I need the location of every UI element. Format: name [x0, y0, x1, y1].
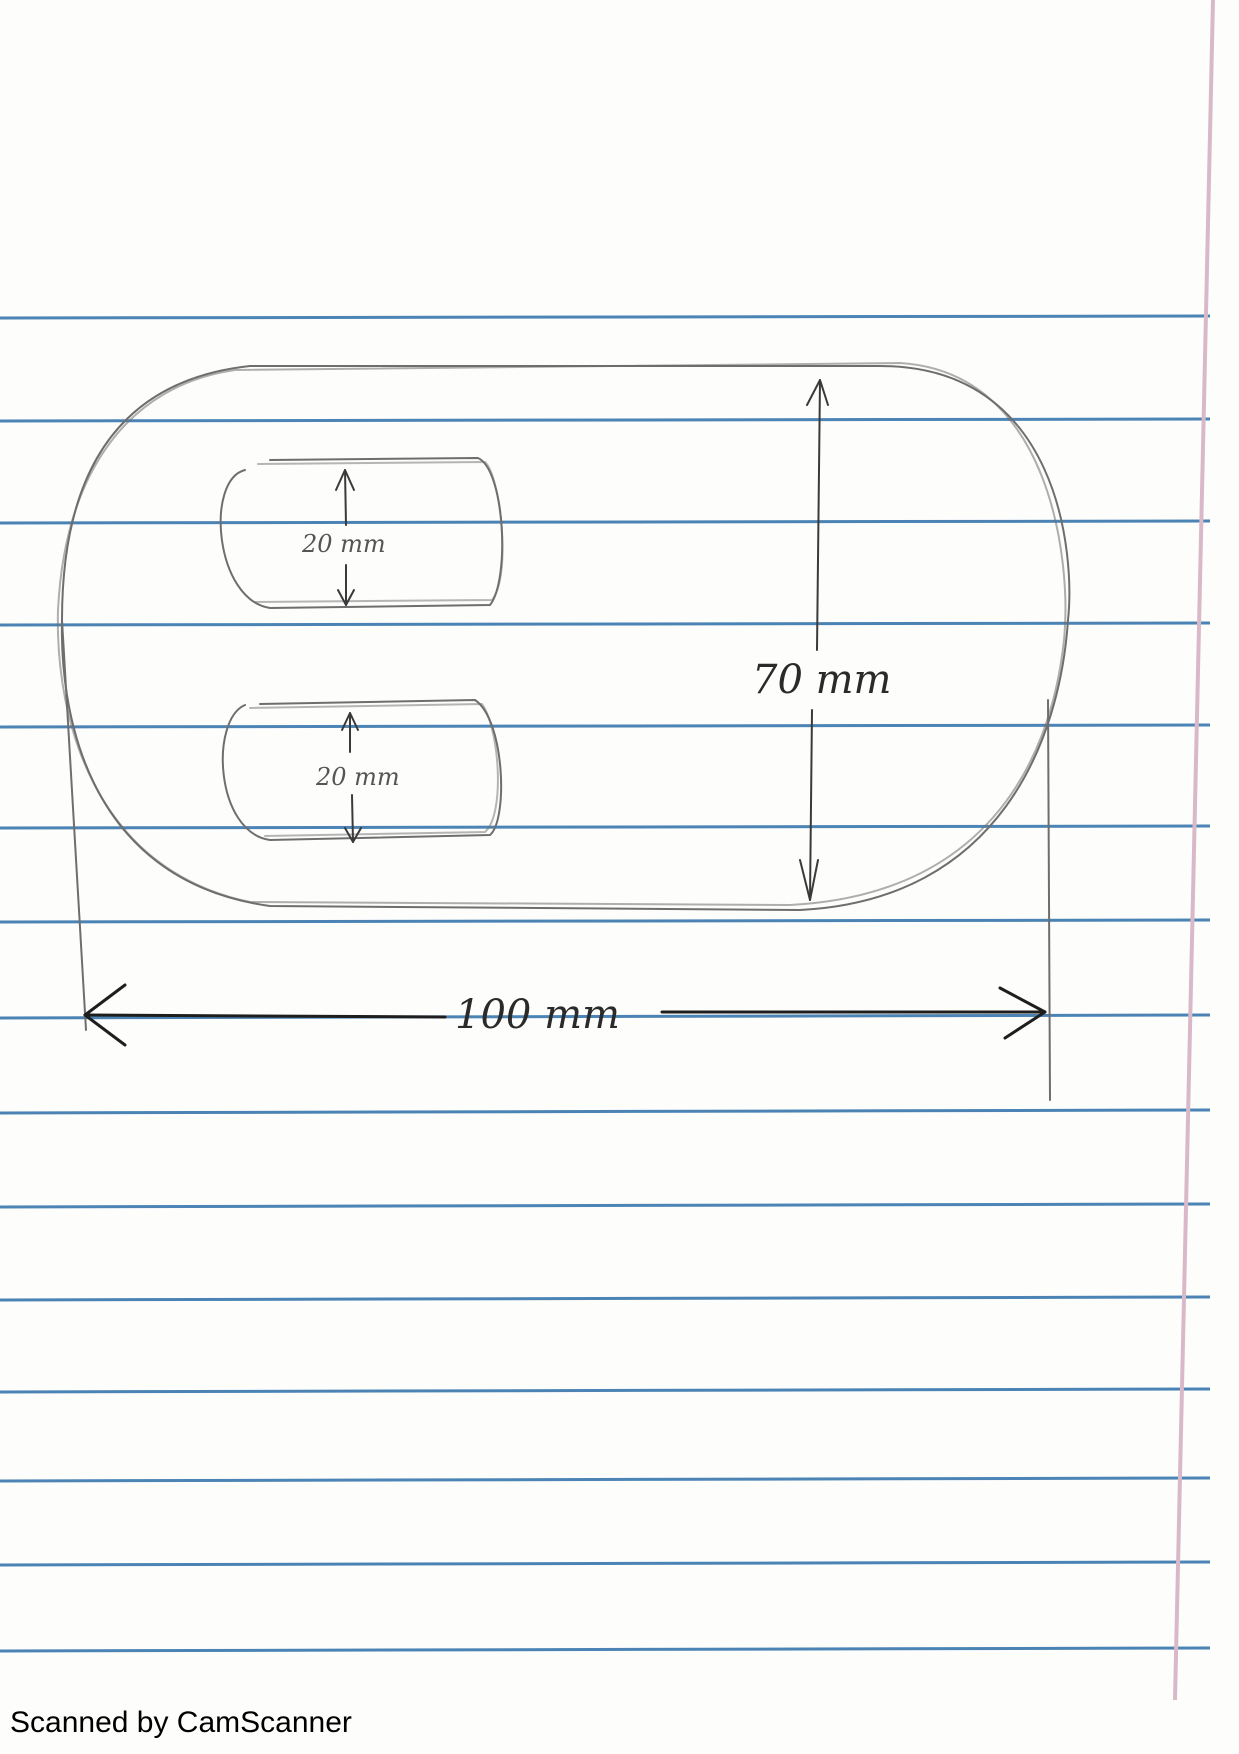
- arrowhead-up: [807, 380, 828, 405]
- outer-outline-retrace: [58, 363, 1066, 905]
- slot-top-dimension-label: 20 mm: [302, 530, 386, 558]
- height-dimension-label: 70 mm: [752, 657, 892, 703]
- dimension-arrow-bottom-slot: [352, 795, 353, 842]
- dimension-arrow-top-slot: [345, 470, 346, 525]
- slot-bottom-dimension-label: 20 mm: [316, 763, 400, 791]
- outer-outline: [62, 366, 1069, 910]
- scanner-watermark: Scanned by CamScanner: [10, 1706, 352, 1739]
- dimension-arrow-width: [85, 1015, 445, 1017]
- dimension-arrow-height: [817, 380, 820, 650]
- extension-line-left: [62, 620, 86, 1030]
- width-dimension-label: 100 mm: [455, 992, 620, 1038]
- dimension-arrow-height: [810, 710, 812, 900]
- extension-line-right: [1048, 700, 1050, 1100]
- arrowhead-down: [800, 860, 818, 900]
